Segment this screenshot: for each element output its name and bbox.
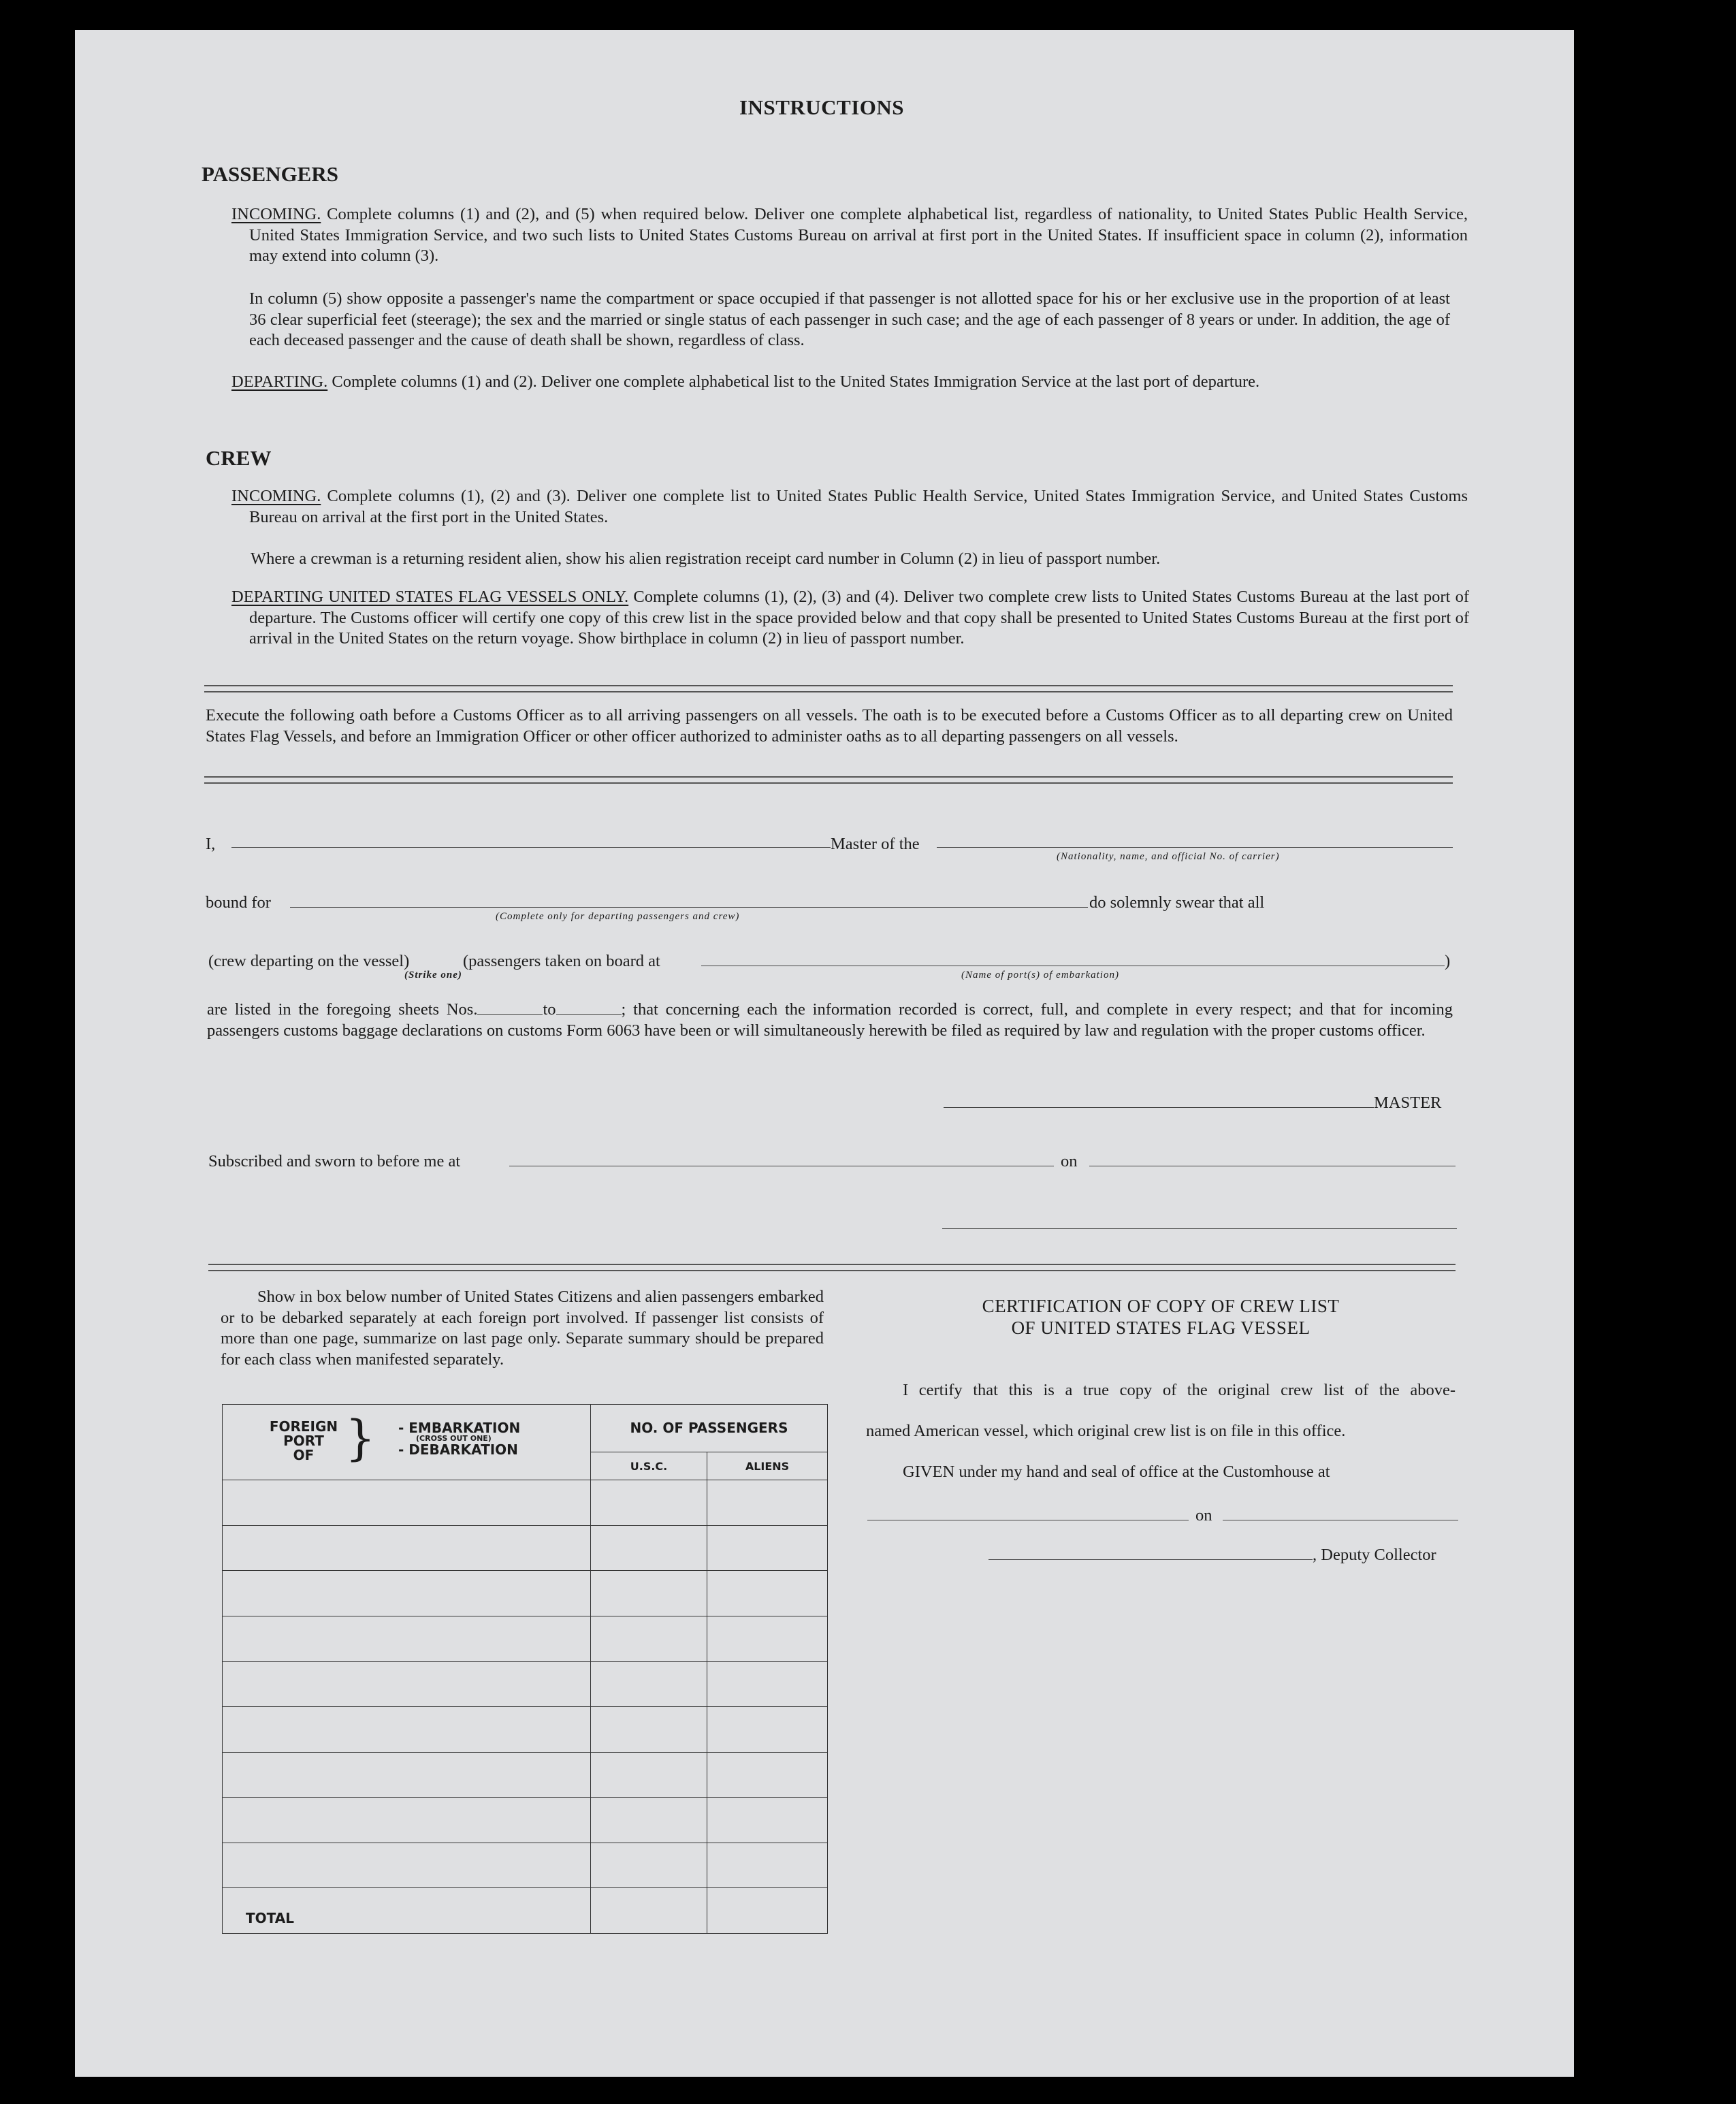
close-paren: ) — [1445, 952, 1451, 970]
listed-paragraph — [207, 1000, 1453, 1041]
summary-instruction: Show in box below number of United States Citizens and alien passengers embarked or to be debarked separately at each foreign port involved. If passenger list consists of more than one page, summarize on last page only. Separate summary should be prepared for each class when manifested separately. — [221, 1288, 824, 1369]
total-label: TOTAL — [223, 1888, 591, 1934]
port-cell[interactable] — [223, 1661, 591, 1707]
passengers-heading: PASSENGERS — [202, 162, 338, 186]
usc-cell[interactable] — [591, 1798, 707, 1843]
oath-instruction: Execute the following oath before a Customs Officer as to all arriving passengers on all vessels. The oath is to be executed before a Customs Officer as to all departing crew on United States Flag Vessels, and before an Immigration Officer or other officer authorized to administer oaths as to all departing passengers on all vessels. — [206, 706, 1453, 746]
crew-resident-paragraph: Where a crewman is a returning resident alien, show his alien registration receipt card number in Column (2) in lieu of passport number. — [251, 549, 1161, 568]
carrier-field[interactable] — [937, 847, 1453, 848]
sheet-from-field[interactable] — [477, 1000, 543, 1015]
passengers-taken-option[interactable]: (passengers taken on board at — [463, 952, 660, 970]
officer-signature-field[interactable] — [942, 1228, 1457, 1229]
crew-heading: CREW — [206, 446, 272, 470]
deputy-signature-field[interactable] — [988, 1559, 1313, 1560]
aliens-cell[interactable] — [707, 1798, 828, 1843]
passengers-incoming-paragraph — [231, 204, 1468, 267]
port-cell[interactable] — [223, 1843, 591, 1888]
certification-title — [865, 1295, 1457, 1339]
passengers-departing-text: Complete columns (1) and (2). Deliver one complete alphabetical list to the United States Immigration Service at the last port of departure. — [332, 372, 1260, 391]
bound-for-field[interactable] — [290, 907, 1088, 908]
crew-incoming-label: INCOMING. — [231, 487, 321, 505]
aliens-cell[interactable] — [707, 1707, 828, 1753]
port-cell[interactable] — [223, 1616, 591, 1661]
passengers-departing-paragraph — [231, 372, 1468, 393]
passenger-summary-table — [222, 1404, 828, 1934]
master-of-the-label: Master of the — [831, 835, 920, 853]
bound-for-label: bound for — [206, 893, 271, 912]
passengers-incoming-label: INCOMING. — [231, 205, 321, 223]
to-label: to — [543, 1000, 556, 1019]
deputy-collector-label: , Deputy Collector — [1313, 1546, 1436, 1564]
usc-cell[interactable] — [591, 1661, 707, 1707]
aliens-cell[interactable] — [707, 1480, 828, 1526]
port-cell[interactable] — [223, 1525, 591, 1571]
summary-port-header: FOREIGN PORT OF } - EMBARKATION (CROSS OUT ONE) - DEBARKATION — [223, 1405, 591, 1480]
usc-cell[interactable] — [591, 1525, 707, 1571]
aliens-header: ALIENS — [707, 1452, 828, 1480]
aliens-cell[interactable] — [707, 1616, 828, 1661]
port-label: PORT — [283, 1433, 324, 1449]
crew-departing-label: DEPARTING UNITED STATES FLAG VESSELS ONLY. — [231, 588, 629, 606]
page-title: INSTRUCTIONS — [739, 95, 905, 119]
certification-title-line1: CERTIFICATION OF COPY OF CREW LIST — [982, 1296, 1340, 1316]
oath-i-label: I, — [206, 835, 216, 853]
usc-cell[interactable] — [591, 1707, 707, 1753]
aliens-cell[interactable] — [707, 1843, 828, 1888]
aliens-cell[interactable] — [707, 1525, 828, 1571]
passengers-column5-paragraph: In column (5) show opposite a passenger's name the compartment or space occupied if that passenger is not allotted space for his or her exclusive use in the proportion of at least 36 clear superficial feet (steerage); the sex and the married or single status of each passenger in such case; and the age of each passenger of 8 years or under. In addition, the age of each deceased passenger and the cause of death shall be shown, regardless of class. — [249, 289, 1450, 349]
certification-on-label: on — [1195, 1506, 1212, 1525]
certification-line3: GIVEN under my hand and seal of office at the Customhouse at — [903, 1463, 1330, 1481]
passengers-incoming-text: Complete columns (1) and (2), and (5) when required below. Deliver one complete alphabetical list, regardless of nationality, to United States Public Health Service, United States Immigration Service, and two such lists to United States Customs Bureau on arrival at first port in the United States. If insufficient space in column (2), information may extend into column (3). — [249, 205, 1468, 265]
divider — [208, 1264, 1456, 1271]
aliens-total-cell[interactable] — [707, 1888, 828, 1934]
certification-title-line2: OF UNITED STATES FLAG VESSEL — [1011, 1318, 1311, 1338]
usc-cell[interactable] — [591, 1616, 707, 1661]
usc-cell[interactable] — [591, 1480, 707, 1526]
master-name-field[interactable] — [231, 847, 831, 848]
subscribed-label: Subscribed and sworn to before me at — [208, 1152, 461, 1170]
usc-total-cell[interactable] — [591, 1888, 707, 1934]
embarkation-label: - EMBARKATION — [398, 1420, 521, 1436]
ports-caption: (Name of port(s) of embarkation) — [961, 970, 1119, 981]
listed-pre-text: are listed in the foregoing sheets Nos. — [207, 1000, 478, 1019]
certification-line2: named American vessel, which original crew list is on file in this office. — [866, 1422, 1346, 1440]
no-of-passengers-header: NO. OF PASSENGERS — [591, 1405, 828, 1452]
sheet-to-field[interactable] — [556, 1000, 622, 1015]
port-cell[interactable] — [223, 1798, 591, 1843]
cross-out-label: (CROSS OUT ONE) — [416, 1434, 492, 1443]
crew-departing-option[interactable]: (crew departing on the vessel) — [208, 952, 410, 970]
port-cell[interactable] — [223, 1707, 591, 1753]
crew-incoming-paragraph — [231, 486, 1468, 528]
certification-line1: I certify that this is a true copy of the original crew list of the above- — [903, 1381, 1456, 1399]
crew-departing-paragraph — [231, 587, 1469, 650]
complete-only-caption: (Complete only for departing passengers and crew) — [496, 911, 740, 922]
nationality-caption: (Nationality, name, and official No. of carrier) — [1057, 851, 1280, 862]
foreign-label: FOREIGN — [269, 1418, 338, 1435]
crew-incoming-text: Complete columns (1), (2) and (3). Deliver one complete list to United States Public Health Service, United States Immigration Service, and United States Customs Bureau on arrival at the first port in the United States. — [249, 487, 1468, 526]
divider — [204, 776, 1453, 784]
port-cell[interactable] — [223, 1480, 591, 1526]
port-cell[interactable] — [223, 1752, 591, 1798]
master-signature-field[interactable] — [944, 1107, 1374, 1108]
divider — [204, 685, 1453, 692]
master-label: MASTER — [1374, 1094, 1442, 1112]
debarkation-label: - DEBARKATION — [398, 1441, 518, 1458]
strike-one-caption: (Strike one) — [404, 970, 462, 981]
usc-cell[interactable] — [591, 1752, 707, 1798]
usc-header: U.S.C. — [591, 1452, 707, 1480]
listed-post-text: ; that concerning each the information recorded is correct, full, and complete in every respect; and that for incoming passengers customs baggage declarations on customs Form 6063 have been or will simultaneously herewith be filed as required by law and regulation with the proper customs officer. — [207, 1000, 1453, 1040]
of-label: OF — [293, 1447, 315, 1463]
sworn-on-label: on — [1061, 1152, 1078, 1170]
aliens-cell[interactable] — [707, 1661, 828, 1707]
aliens-cell[interactable] — [707, 1752, 828, 1798]
usc-cell[interactable] — [591, 1843, 707, 1888]
port-cell[interactable] — [223, 1571, 591, 1616]
usc-cell[interactable] — [591, 1571, 707, 1616]
swear-label: do solemnly swear that all — [1089, 893, 1265, 912]
aliens-cell[interactable] — [707, 1571, 828, 1616]
crew-departing-text: Complete columns (1), (2), (3) and (4). Deliver two complete crew lists to United States Customs Bureau at the last port of departure. The Customs officer will certify one copy of this crew list in the space provided below and that copy shall be presented to United States Customs Bureau at the first port of arrival in the United States on the return voyage. Show birthplace in column (2) in lieu of passport number. — [249, 588, 1469, 648]
passengers-departing-label: DEPARTING. — [231, 372, 328, 391]
